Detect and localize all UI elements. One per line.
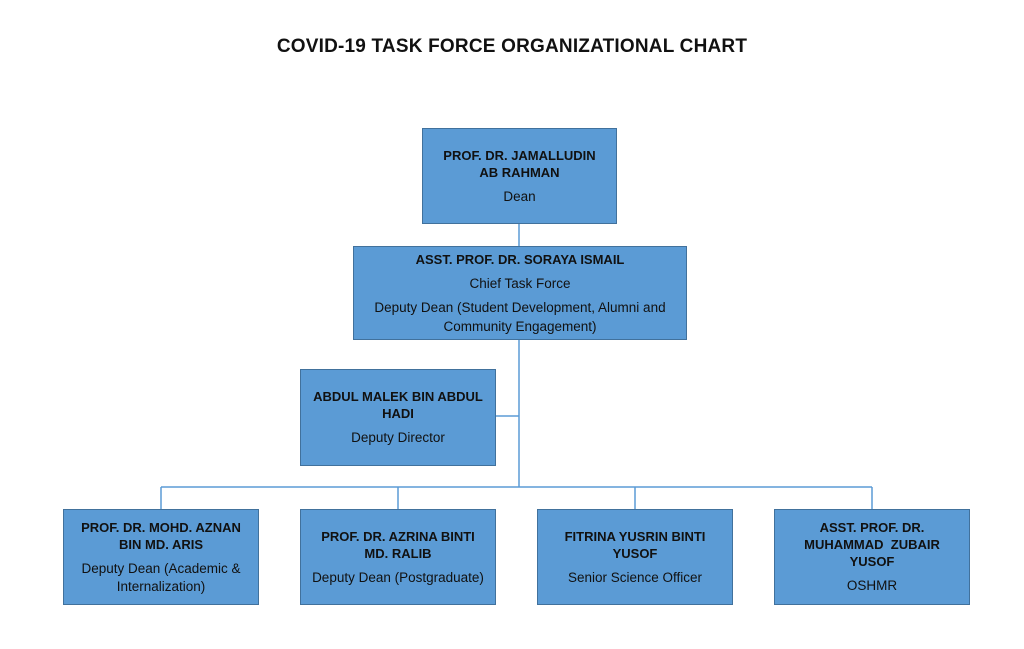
member-box-1 <box>63 509 259 605</box>
dean-box <box>422 128 617 224</box>
member-box-4 <box>774 509 970 605</box>
member-role: Deputy Dean (Academic & Internalization) <box>81 560 241 594</box>
deputy-director-role: Deputy Director <box>351 430 445 445</box>
member-name: PROF. DR. AZRINA BINTI MD. RALIB <box>321 528 475 561</box>
deputy-director-name: ABDUL MALEK BIN ABDUL HADI <box>313 389 483 421</box>
member-name: ASST. PROF. DR. MUHAMMAD ZUBAIR YUSOF <box>804 520 944 569</box>
chief-role-deputy-dean: Deputy Dean (Student Development, Alumni and Community Engagement) <box>374 299 666 334</box>
member-box-3 <box>537 509 733 605</box>
member-role: Senior Science Officer <box>567 569 703 585</box>
member-name: FITRINA YUSRIN BINTI YUSOF <box>564 528 706 561</box>
chief-name: ASST. PROF. DR. SORAYA ISMAIL <box>415 251 625 267</box>
member-role: Deputy Dean (Postgraduate) <box>312 569 484 585</box>
chief-box <box>353 246 687 340</box>
member-box-2 <box>300 509 496 605</box>
dean-role: Dean <box>503 188 536 204</box>
chart-title: COVID-19 TASK FORCE ORGANIZATIONAL CHART <box>276 36 748 57</box>
member-name: PROF. DR. MOHD. AZNAN BIN MD. ARIS <box>81 519 241 552</box>
dean-name: PROF. DR. JAMALLUDIN AB RAHMAN <box>443 147 596 180</box>
chief-role: Chief Task Force <box>469 275 571 291</box>
member-role: OSHMR <box>846 578 898 593</box>
deputy-director-box <box>300 369 496 466</box>
